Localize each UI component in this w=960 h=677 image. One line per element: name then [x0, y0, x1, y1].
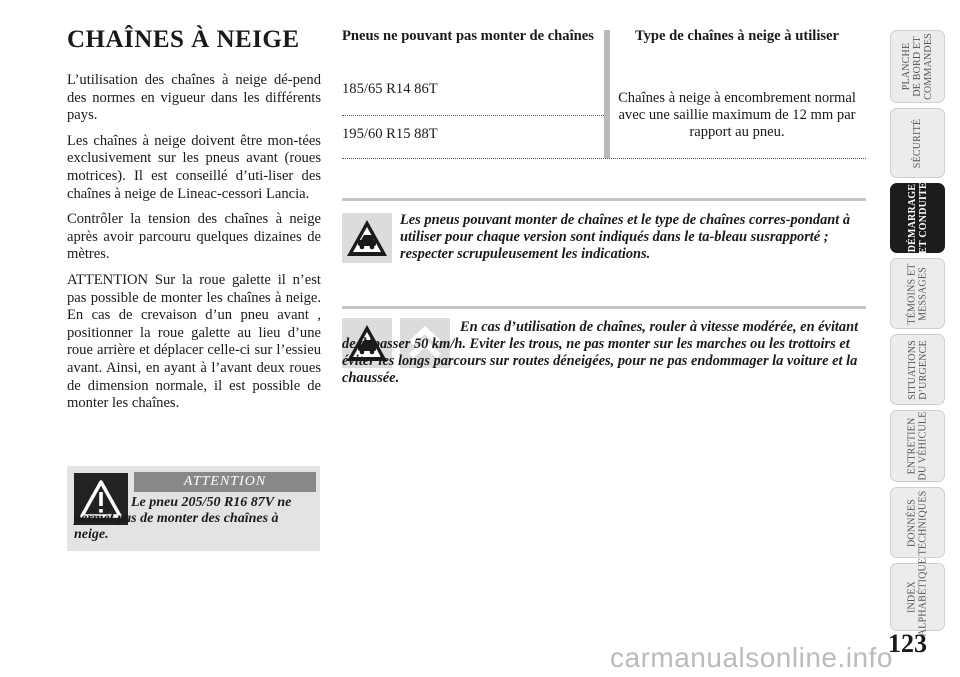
- sidebar-tab-donnees[interactable]: DONNÉES TECHNIQUES: [890, 487, 945, 558]
- table-cell-chain-type: Chaînes à neige à encombrement normal avec une saillie maximum de 12 mm par rapport au pneu.: [618, 90, 856, 140]
- note-chains-info: Les pneus pouvant monter de chaînes et le type de chaînes corres-pondant à utiliser pour chaque version sont indiqués dans le ta-bleau susrapporté ; respecter scrupuleusement les indications.: [400, 212, 851, 262]
- paragraph: Contrôler la tension des chaînes à neige après avoir parcouru quelques dizaines de mètres.: [67, 211, 321, 263]
- attention-box: [67, 466, 320, 551]
- sidebar-tab-temoins[interactable]: TÉMOINS ET MESSAGES: [890, 258, 945, 329]
- table-header-chains: Type de chaînes à neige à utiliser: [634, 28, 840, 44]
- page-title: CHAÎNES À NEIGE: [67, 26, 300, 53]
- note-rule: [342, 198, 866, 201]
- table-column-divider: [604, 30, 610, 158]
- sidebar-tab-urgence[interactable]: SITUATIONS D’URGENCE: [890, 334, 945, 405]
- table-divider: [342, 115, 604, 116]
- attention-text: Le pneu 205/50 R16 87V ne permet pas de monter des chaînes à neige.: [74, 495, 292, 542]
- table-header-tires: Pneus ne pouvant pas monter de chaînes: [342, 28, 594, 44]
- page-number: 123: [888, 629, 927, 658]
- paragraph: L’utilisation des chaînes à neige dé-pend des normes en vigueur dans les différents pays.: [67, 72, 321, 124]
- sidebar-tab-planche[interactable]: PLANCHE DE BORD ET COMMANDES: [890, 30, 945, 103]
- sidebar-tab-demarrage[interactable]: DÉMARRAGE ET CONDUITE: [890, 183, 945, 253]
- table-divider: [342, 158, 866, 159]
- paragraph: Les chaînes à neige doivent être mon-tées exclusivement sur les pneus avant (roues motrices). Il est conseillé d’uti-liser des chaînes à neige de Lineac-cessori Lancia.: [67, 132, 321, 202]
- table-cell: 195/60 R15 88T: [342, 126, 438, 142]
- sidebar-tab-securite[interactable]: SÉCURITÉ: [890, 108, 945, 178]
- watermark: carmanualsonline.info: [610, 642, 893, 673]
- table-cell: 185/65 R14 86T: [342, 81, 438, 97]
- note-rule: [342, 306, 866, 309]
- paragraph: ATTENTION Sur la roue galette il n’est pas possible de monter les chaînes à neige. En cas de crevaison d’un pneu avant , positionner la roue galette au lieu d’une roue arrière et déplacer celle-ci sur l’essieu avant. Ainsi, en ayant à l’avant deux roues de dimension normale, il est possible de monter les chaînes.: [67, 271, 321, 412]
- attention-label: ATTENTION: [134, 472, 316, 492]
- sidebar-tab-entretien[interactable]: ENTRETIEN DU VÉHICULE: [890, 410, 945, 482]
- body-text: [67, 72, 321, 421]
- sidebar-tab-index[interactable]: INDEX ALPHABÉTIQUE: [890, 563, 945, 631]
- note-speed-warning: En cas d’utilisation de chaînes, rouler à vitesse modérée, en évitant de dépasser 50 km/h. Eviter les trous, ne pas monter sur les marches ou les trottoirs et éviter les longs parcours sur routes déneigées, pour ne pas endommager la voiture et la chaussée.: [342, 319, 859, 386]
- snow-chains-car-icon: [342, 213, 392, 263]
